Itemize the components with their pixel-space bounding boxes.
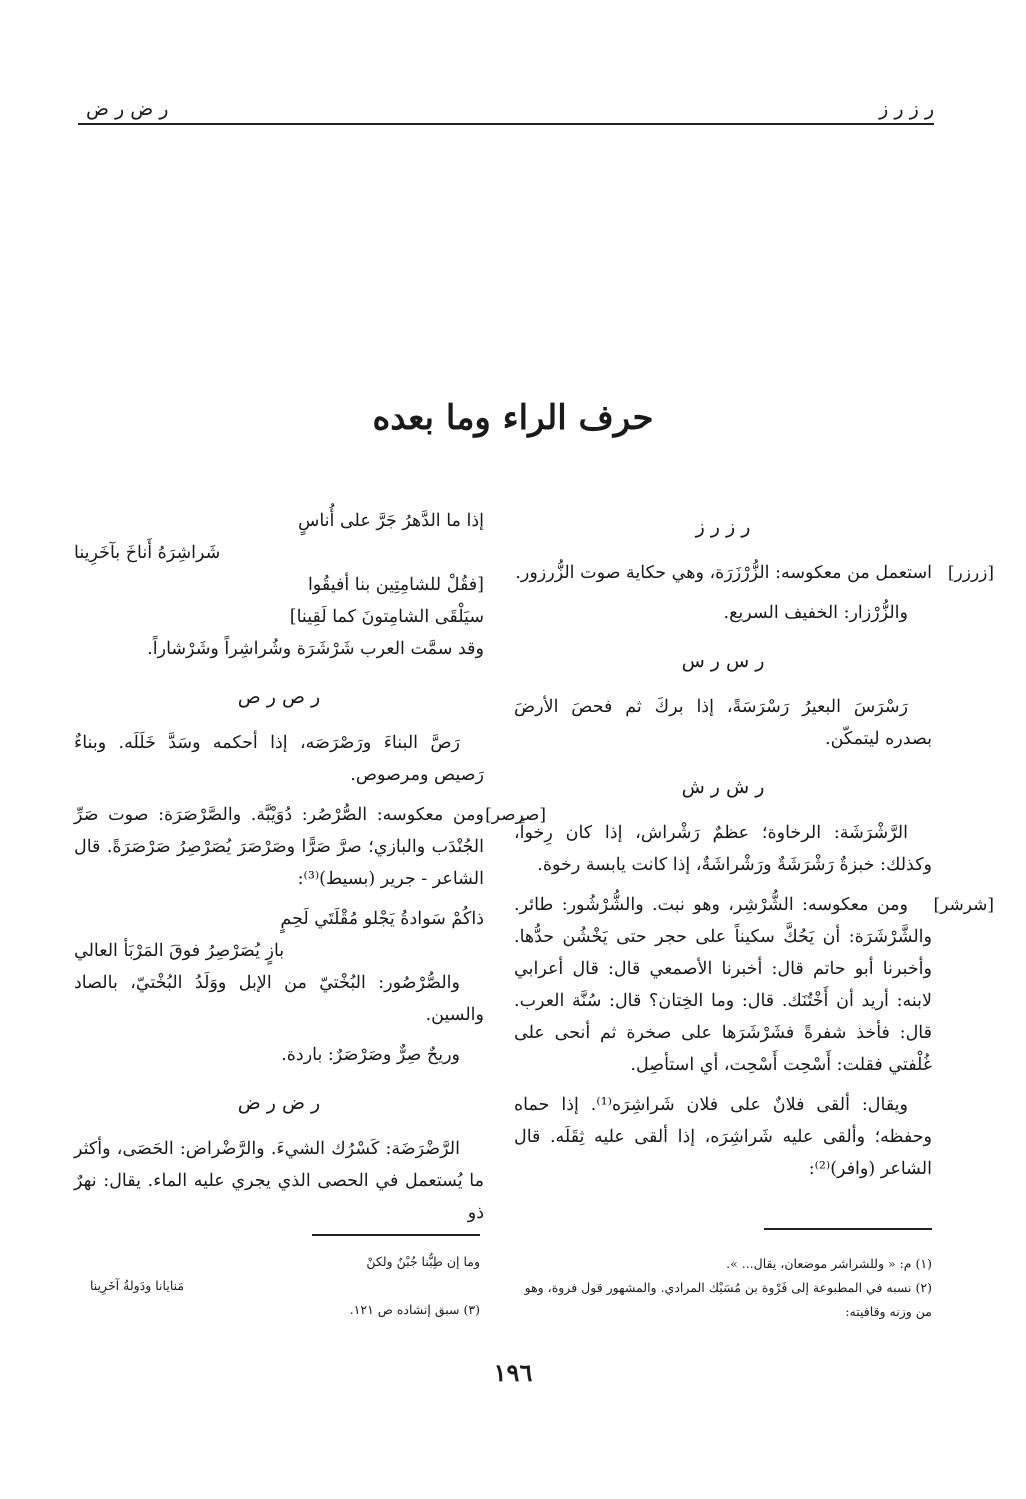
entry-text: الرَّضْرَضَة: كَسْرُك الشيءَ. والرَّضْراض: الحَصَى، وأكثر ما يُستعمل في الحصى الذي يجري عليه الماء. يقال: نهرٌ ذو [74,1139,484,1223]
note-text: وقد سمَّت العرب شَرْشَرَة وشُراشِراً وشَرْشاراً. [147,639,484,659]
hemistich: بازٍ يُصَرْصِرُ فوقَ المَرْبَأ العالي [74,941,285,961]
entry-sarsar [74,799,546,895]
footnote-block-right [514,1252,932,1324]
verse-line [74,505,484,537]
margin-root-tag: [صرصر] [485,805,546,825]
margin-root-tag: [زرزر] [947,563,994,583]
verse-line [74,903,484,935]
entry-text: الرَّشْرَشَة: الرخاوة؛ عظمٌ رَشْراش، إذا كان رِخواً، وكذلك: خبزةٌ رَشْرَشَةٌ ورَشْراشَةٌ، إذا كانت يابسة رخوة. [514,823,932,875]
section-heading-rsrs: ر س ر س [681,650,765,672]
footnote-block-left [90,1250,480,1322]
hemistich: إذا ما الدَّهرُ جَرَّ على أُناسٍ [297,511,484,531]
section-heading-rdrd: ر ض ر ض [237,1092,321,1114]
entry-text: والزُّرْزار: الخفيف السريع. [723,603,908,623]
entry-sharshar [514,889,994,1081]
hemistich: وما إن طِبُّنا جُبْنٌ ولكنْ [366,1254,480,1269]
right-column [514,505,994,1193]
entry-text: ويقال: ألقى فلانٌ على فلان شَراشِرَه⁽¹⁾. إذا حماه وحفظه؛ وألقى عليه شَراشِرَه، إذا ألقى عليه ثِقَلَه. قال الشاعر (وافر)⁽²⁾: [514,1095,932,1179]
hemistich: مَنايانا ودَولةُ آخَرِينا [90,1278,185,1293]
entry-text: ومن معكوسه: الشُّرْشِر، وهو نبت. والشُّرْشُور: طائر. والشَّرْشَرَة: أن يَحُكَّ سكيناً على حجر حتى يَخْشُن حدُّها. وأخبرنا أبو حاتم قال: أخبرنا الأصمعي قال: قال أعرابي لابنه: أريد أن أَخْتُنَك. قال: وما الخِتان؟ قال: سُنَّة العرب. قال: فأخذ شفرةً فشَرْشَرَها على صخرة ثم أنحى على غُلْفتي فقلت: أَسْحِت أَسْحِت، أي استأصِل. [514,895,932,1075]
verse-line [90,1250,480,1274]
hemistich: سيَلْقَى الشامِتونَ كما لَقِينا] [289,607,484,627]
verse-line [74,537,484,569]
verse-line [74,935,484,967]
entry-text: ومن معكوسه: الصُّرْصُر: دُوَيْبَّة. والصَّرْصَرَة: صوت صَرِّ الجُنْدَب والبازي؛ صرَّ صَرًّا وصَرْصَرَ يُصَرْصِرُ صَرْصَرَةً. قال الشاعر - جرير (بسيط)⁽³⁾: [74,805,484,889]
footnote: (٣) سبق إنشاده ص ١٢١. [349,1302,480,1317]
verse-line [90,1274,480,1298]
hemistich: [فقُلْ للشامِتِين بنا أفيقُوا [307,575,484,595]
verse-line [74,601,484,633]
entry-text: استعمل من معكوسه: الزُّرْزَرَة، وهي حكاية صوت الزُّرزور. [515,563,932,583]
entry-zarzar [514,557,994,589]
running-head-left: ر ض ر ض [86,98,169,120]
margin-root-tag: [شرشر] [933,895,994,915]
left-column [74,505,546,1237]
footnote: (٢) نسبه في المطبوعة إلى فَرْوة بن مُسَيْك المرادي. والمشهور قول فروة، وهو من وزنه وقافيته: [524,1280,932,1319]
section-heading-rshrsh: ر ش ر ش [681,776,765,798]
section-heading-rzrz: ر ز ر ز [695,516,751,538]
running-head-right: ر ز ر ز [879,98,934,120]
section-heading-rsrs-sad: ر ص ر ص [237,686,321,708]
hemistich: ذاكُمْ سَوادةُ يَجْلو مُقْلَتَي لَحِمٍ [280,909,484,929]
footnote-rule [764,1228,932,1230]
entry-text: رَصَّ البناءَ ورَصْرَصَه، إذا أحكمه وسَدَّ خَلَلَه. وبناءٌ رَصيص ومرصوص. [74,733,484,785]
entry-text: وريحٌ صِرٌّ وصَرْصَرٌ: باردة. [281,1045,460,1065]
entry-text: والصُّرْصُور: البُخْتيّ من الإبل ووَلَدُ البُخْتيّ، بالصاد والسين. [74,973,484,1025]
footnote: (١) م: « وللشراشر موضعان، يقال... ». [726,1256,932,1271]
page-number: ١٩٦ [493,1358,533,1387]
footnote-rule [312,1234,480,1236]
chapter-title: حرف الراء وما بعده [372,398,654,438]
header-rule [78,123,934,125]
entry-text: رَسْرَسَ البعيرُ رَسْرَسَةً، إذا بركَ ثم فحصَ الأرضَ بصدره ليتمكّن. [514,697,932,749]
verse-line [74,569,484,601]
hemistich: شَراشِرَهُ أَناخَ بآخَرِينا [74,543,221,563]
